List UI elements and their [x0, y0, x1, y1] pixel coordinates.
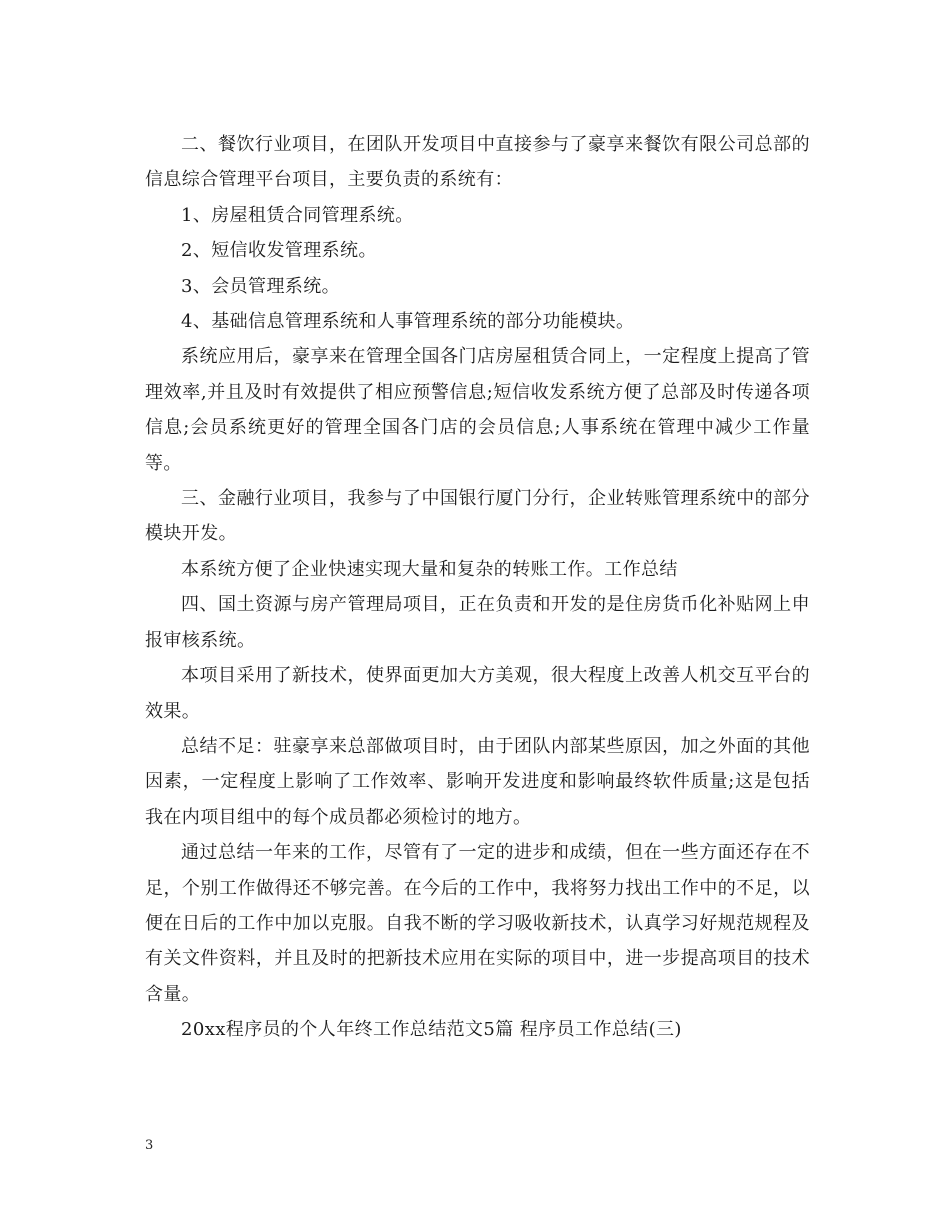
paragraph: 20xx程序员的个人年终工作总结范文5篇 程序员工作总结(三) [181, 1019, 682, 1041]
paragraph: 系统应用后，豪享来在管理全国各门店房屋租赁合同上，一定程度上提高了管理效率,并且及时有效提供了相应预警信息;短信收发系统方便了总部及时传递各项信息;会员系统更好的管理全国各门店的会员信息;人事系统在管理中减少工作量等。 [145, 346, 810, 474]
paragraph: 二、餐饮行业项目，在团队开发项目中直接参与了豪享来餐饮有限公司总部的信息综合管理平台项目，主要负责的系统有： [145, 134, 810, 191]
paragraph: 通过总结一年来的工作，尽管有了一定的进步和成绩，但在一些方面还存在不足，个别工作做得还不够完善。在今后的工作中，我将努力找出工作中的不足，以便在日后的工作中加以克服。自我不断的学习吸收新技术，认真学习好规范规程及有关文件资料，并且及时的把新技术应用在实际的项目中，进一步提高项目的技术含量。 [145, 842, 810, 1005]
paragraph: 四、国土资源与房产管理局项目，正在负责和开发的是住房货币化补贴网上申报审核系统。 [145, 594, 810, 651]
paragraph: 总结不足：驻豪享来总部做项目时，由于团队内部某些原因，加之外面的其他因素，一定程度上影响了工作效率、影响开发进度和影响最终软件质量;这是包括我在内项目组中的每个成员都必须检讨的地方。 [145, 735, 810, 828]
paragraph: 2、短信收发管理系统。 [181, 240, 377, 262]
page-number: 3 [145, 1138, 154, 1153]
paragraph: 4、基础信息管理系统和人事管理系统的部分功能模块。 [181, 311, 635, 333]
paragraph: 1、房屋租赁合同管理系统。 [181, 204, 414, 226]
paragraph: 本系统方便了企业快速实现大量和复杂的转账工作。工作总结 [181, 558, 678, 580]
paragraph: 3、会员管理系统。 [181, 275, 341, 297]
paragraph: 本项目采用了新技术，使界面更加大方美观，很大程度上改善人机交互平台的效果。 [145, 665, 810, 722]
paragraph: 三、金融行业项目，我参与了中国银行厦门分行，企业转账管理系统中的部分模块开发。 [145, 488, 810, 545]
document-body [145, 127, 810, 1048]
